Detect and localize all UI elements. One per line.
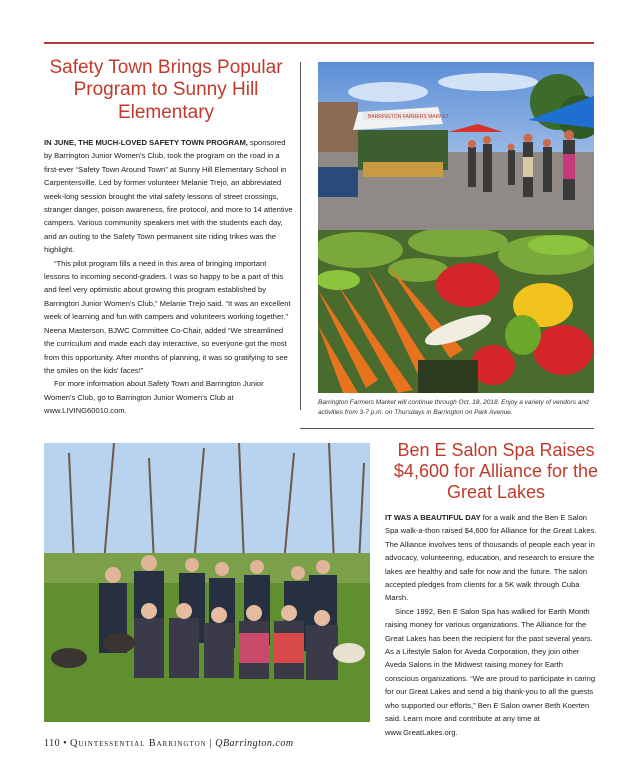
footer-bullet: •	[63, 738, 68, 749]
article2-p1: for a walk and the Ben E Salon Spa walk-a-thon raised $4,600 for Alliance for the Great Lakes. The Alliance involves tens of thousands of people each year in advocacy, volunteering, education, and research to ensure the lakes are healthy and safe for now and the future. The salon accepted pledges from clients for a 5K walk through Cuba Marsh.	[385, 513, 597, 603]
top-rule	[44, 42, 594, 44]
article2-p2: Since 1992, Ben E Salon Spa has walked for Earth Month raising money for various organizations. The Alliance for the Great Lakes has been the recipient for the past several years. As a Lifestyle Salon for Aveda Corporation, they join other Aveda Salons in the Midwest raising money for Earth conscious organizations. “We are proud to participate in caring for our Great Lakes and send a big thank-you to all the guests who supported our efforts,” Ben E Salon owner Beth Koerten said. Learn more and contribute at any time at www.GreatLakes.org.	[385, 606, 596, 737]
page-number: 110	[44, 738, 61, 749]
magazine-name: Quintessential Barrington	[70, 738, 207, 749]
section-rule	[300, 428, 594, 429]
market-sign: BARRINGTON FARMERS MARKET	[368, 114, 450, 120]
article1-headline: Safety Town Brings Popular Program to Sunny Hill Elementary	[49, 57, 283, 123]
vegetables-photo	[318, 230, 594, 393]
article1-lead: IN JUNE, THE MUCH-LOVED SAFETY TOWN PROGRAM,	[44, 138, 248, 147]
article1-body	[44, 136, 294, 418]
photo-caption: Barrington Farmers Market will continue through Oct. 18, 2018. Enjoy a variety of vendors and activities from 3-7 p.m. on Thursdays in Barrington on Park Avenue.	[318, 399, 589, 416]
footer-separator: |	[209, 738, 213, 749]
article1-p3: For more information about Safety Town and Barrington Junior Women's Club, go to Barrington Junior Women's Club at www.LIVING60010.com.	[44, 379, 264, 416]
article1-p2: “This pilot program fills a need in this area of bringing important lessons to incoming second-graders. I was so happy to be a part of this and feel very optimistic about growing this program established by Barrington Junior Women's Club,” Melanie Trejo said. “It was an excellent week of learning and fun with campers and volunteers working together.” Neena Masterson, BJWC Committee Co-Chair, added “We streamlined the curriculum and made each day interactive, so everyone got the most from this opportunity. After months of planning, it was so gratifying to see the smiles on the kids' faces!”	[44, 258, 291, 375]
farmers-market-photo	[318, 62, 594, 230]
article2-headline: Ben E Salon Spa Raises $4,600 for Alliance for the Great Lakes	[393, 440, 599, 503]
column-divider	[300, 62, 301, 410]
article2-body	[385, 511, 597, 739]
page-footer	[44, 738, 294, 749]
article2-lead: IT WAS A BEAUTIFUL DAY	[385, 513, 481, 522]
group-walk-photo	[44, 443, 370, 722]
article1-p1: sponsored by Barrington Junior Women's Club, took the program on the road in a first-ever “Safety Town Around Town” at Sunny Hill Elementary School in Carpentersville. Led by former volunteer Melanie Trejo, an abbreviated week-long session brought the vital safety lessons of street crossings, stranger danger, poison awareness, fire protocol, and more to 14 attentive campers. Various community speakers met with the students each day, and an outing to the Safety Town permanent site riding trikes was the highlight.	[44, 138, 293, 255]
website-link[interactable]: QBarrington.com	[215, 738, 294, 749]
